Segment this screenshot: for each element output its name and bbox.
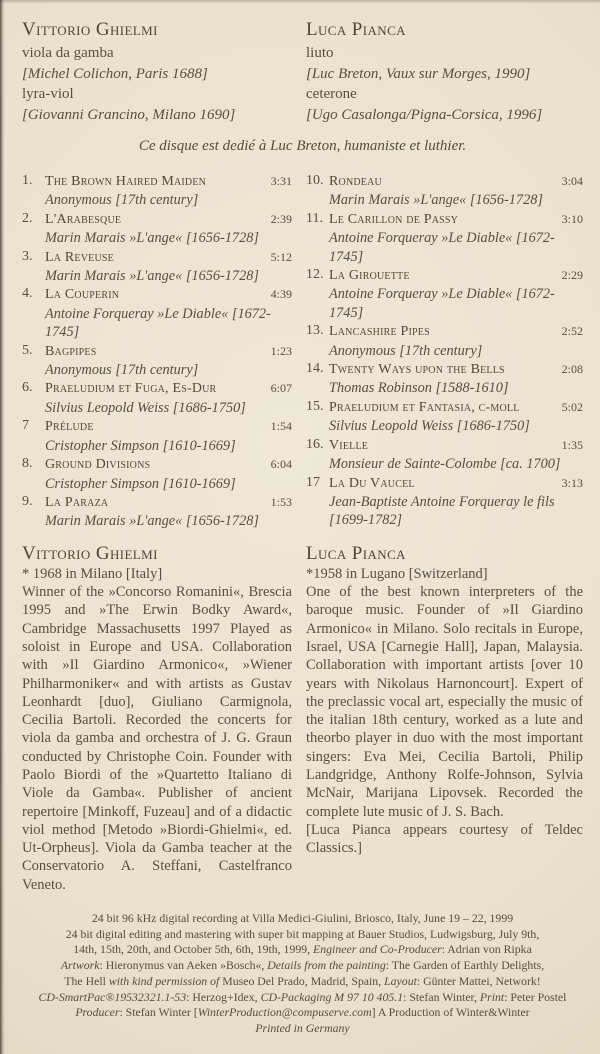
track-composer: Marin Marais »L'ange« [1656-1728] [329,192,543,209]
production-credits [22,911,583,1037]
track-composer: Marin Marais »L'ange« [1656-1728] [45,268,259,285]
track-composer: Anonymous [17th century] [45,362,199,379]
track-time: 5:02 [561,399,583,414]
track-row [306,210,583,266]
credits-text: 14th, 15th, 20th, and October 5th, 6th, 19th, 1999, [73,942,314,957]
track-row [306,266,583,322]
track-row [306,398,583,436]
credits-text: CD-Packaging M 97 10 405.1 [260,989,404,1004]
credits-text: Producer [75,1005,120,1020]
dedication-line: Ce disque est dedié à Luc Breton, humaniste et luthier. [138,138,467,154]
track-number: 11. [306,210,323,226]
track-title: La Reveuse [45,249,114,265]
credits-text: : Stefan Winter, [403,989,480,1004]
track-body [45,455,292,493]
track-title: La Couperin [45,287,120,303]
track-time: 3:10 [561,211,583,226]
track-composer: Antoine Forqueray »Le Diable« [1672-1745] [329,286,555,321]
track-composer: Cristopher Simpson [1610-1669] [45,475,236,492]
track-title: Praeludium et Fuga, Es-Dur [45,381,217,397]
track-time: 3:04 [561,174,583,188]
credits-line [22,927,583,943]
instrument-maker: [Luc Breton, Vaux sur Morges, 1990] [306,65,531,82]
track-row [306,436,583,474]
track-row [22,493,292,531]
bio-name: Vittorio Ghielmi [22,542,158,564]
track-title-line [329,210,583,229]
performer-header [22,18,583,125]
instrument-label: liuto [306,45,334,61]
instrument-label: ceterone [306,86,357,102]
credits-line [22,990,583,1006]
track-body [45,379,292,417]
track-body [329,360,583,398]
track-number: 16. [306,436,324,452]
track-time: 3:13 [561,475,583,490]
track-title-line [45,172,292,191]
instrument-label: viola da gamba [22,45,114,61]
track-title-line [45,210,292,229]
credits-text: CD-SmartPac®19532321.1-53 [38,989,187,1004]
track-list [22,172,583,531]
track-title: Twenty Ways upon the Bells [329,362,505,378]
track-time: 2:52 [561,324,583,339]
track-number: 15. [306,398,324,414]
track-time: 6:07 [270,381,292,396]
track-number: 13. [306,323,324,339]
bio-name: Luca Pianca [306,542,406,564]
track-row [306,322,583,360]
track-title-line [329,322,583,341]
track-title: Rondeau [329,174,382,189]
credits-line [22,1005,583,1021]
track-title-line [45,493,292,512]
track-title: Bagpipes [45,343,97,359]
track-body [329,436,583,474]
track-composer: Silvius Leopold Weiss [1686-1750] [329,418,530,435]
track-row [22,342,292,380]
track-composer: Thomas Robinson [1588-1610] [329,380,509,397]
track-title: Praeludium et Fantasia, c-moll [329,399,520,415]
performer-block-pianca [306,18,583,125]
track-body [329,474,583,530]
page-left-shadow [0,0,5,1054]
credits-text: : Günter Mattei, Network! [416,973,541,988]
track-composer: Marin Marais »L'ange« [1656-1728] [45,230,259,247]
track-time: 1:35 [561,437,583,452]
track-composer: Silvius Leopold Weiss [1686-1750] [45,399,246,416]
credits-text: Printed in Germany [255,1020,350,1035]
track-number: 14. [306,361,324,377]
track-title: Lancashire Pipes [329,324,430,340]
track-number: 17 [306,474,320,490]
performer-block-ghielmi [22,18,292,125]
track-body [45,285,292,341]
track-title: La Girouette [329,268,410,284]
credits-text: Engineer and Co-Producer [313,942,442,957]
page-top-shadow [0,0,600,4]
credits-text: : Adrian von Ripka [441,942,532,957]
track-composer: Anonymous [17th century] [329,342,483,359]
track-title: Le Carillon de Passy [329,211,459,227]
track-title-line [329,266,583,285]
performer-name: Vittorio Ghielmi [22,19,158,40]
track-time: 2:08 [561,362,583,377]
bio-born: *1958 in Lugano [Switzerland] [306,565,488,582]
bio-block-pianca [306,542,583,894]
credits-text: with kind permission of [108,973,220,988]
track-time: 4:39 [270,287,292,302]
credits-text: : The Garden of Earthly Delights, [385,958,545,973]
instrument-label: lyra-viol [22,86,74,102]
credits-text: Print [479,989,505,1004]
track-time: 1:23 [270,343,292,358]
track-time: 3:31 [270,174,292,188]
track-title-line [329,360,583,379]
instrument-maker: [Giovanni Grancino, Milano 1690] [22,106,236,123]
track-column-left [22,172,292,531]
track-number: 1. [22,173,33,188]
track-body [329,322,583,360]
track-time: 2:39 [270,211,292,226]
track-body [45,342,292,380]
bio-text: One of the best known interpreters of the baroque music. Founder of »Il Giardino Armonico« in Milano. Solo recitals in Europe, Israel, USA [Carnegie Hall], Japan, Malaysia. Collaboration with important artists [over 10 years with Nikolaus Harnoncourt]. Expert of the preclassic vocal art, especially the music of the italian 18th century, worked as a lute and theorbo player in duo with the most important singers: Eva Mei, Cecilia Bartoli, Philip Landgridge, Anthony Rolfe-Johnson, Sylvia McNair, Marijana Lipovsek. Recorded the complete lute music of J. S. Bach. [306,584,583,820]
credits-text: Museo Del Prado, Madrid, Spain, [219,973,385,988]
track-title: La Du Vaucel [329,475,415,491]
track-composer: Antoine Forqueray »Le Diable« [1672-1745] [45,305,271,341]
bio-note: [Luca Pianca appears courtesy of Teldec Classics.] [306,821,583,857]
track-body [329,266,583,322]
track-number: 12. [306,267,324,283]
track-time: 6:04 [270,457,292,472]
track-number: 10. [306,173,324,188]
track-composer: Jean-Baptiste Antoine Forqueray le fils [1699-1782] [329,493,555,529]
credits-line [22,911,583,927]
track-row [22,210,292,248]
credits-line [22,1021,583,1037]
credits-line [22,958,583,974]
track-title-line [329,436,583,455]
track-title: Vielle [329,437,369,453]
track-number: 7 [22,418,29,434]
track-number: 6. [22,380,33,396]
track-title-line [45,455,292,474]
track-title-line [329,172,583,191]
credits-text: : Peter Postel [504,989,567,1004]
track-number: 9. [22,493,33,509]
track-composer: Cristopher Simpson [1610-1669] [45,437,236,454]
credits-text: : Hieronymus van Aeken »Bosch«, [99,958,268,973]
track-title-line [45,417,292,436]
track-composer: Marin Marais »L'ange« [1656-1728] [45,513,259,530]
track-body [45,493,292,531]
track-row [306,360,583,398]
track-number: 4. [22,286,33,302]
track-title: Ground Divisions [45,457,151,473]
credits-text: The Hell [64,973,109,988]
track-row [22,285,292,341]
credits-text: : Herzog+Idex, [186,989,261,1004]
credits-text: Layout [384,973,417,988]
track-number: 2. [22,210,33,226]
credits-line [22,942,583,958]
credits-text: 24 bit 96 kHz digital recording at Villa Medici-Giulini, Briosco, Italy, June 19 – 22, 1999 [91,911,514,926]
bio-born: * 1968 in Milano [Italy] [22,565,163,582]
track-title-line [329,474,583,493]
credits-text: ] A Production of Winter&Winter [371,1005,530,1020]
instrument-maker: [Ugo Casalonga/Pigna-Corsica, 1996] [306,106,543,123]
track-row [306,172,583,210]
bio-block-ghielmi [22,542,292,894]
track-title: Prélude [45,419,94,435]
track-body [45,248,292,286]
track-column-right [306,172,583,531]
track-time: 1:53 [270,494,292,509]
bio-section [22,542,583,894]
track-composer: Anonymous [17th century] [45,192,199,209]
bio-text: Winner of the »Concorso Romanini«, Brescia 1995 and »The Erwin Bodky Award«, Cambridge Massachusetts 1997 Played as soloist in Europe and USA. Collaboration with »Il Giardino Armonico«, »Wiener Philharmoniker« and with artists as Gustav Leonhardt [duo], Giuliano Carmignola, Cecilia Bartoli. Recorded the concerts for viola da gamba and orchestra of J. G. Graun conducted by Christophe Coin. Founder with Paolo Biordi of the »Quartetto Italiano di Viole da Gamba«. Publisher of ancient repertoire [Minkoff, Fuzeau] and of a didactic viol method [Metodo »Biordi-Ghielmi«, ed. Ut-Orpheus]. Viola da Gamba teacher at the Conservatorio A. Steffani, Castelfranco Veneto. [22,584,292,893]
track-row [22,172,292,210]
track-title-line [45,379,292,398]
instrument-maker: [Michel Colichon, Paris 1688] [22,65,208,82]
track-number: 3. [22,248,33,264]
credits-line [22,974,583,990]
track-body [329,398,583,436]
track-number: 5. [22,342,33,358]
track-number: 8. [22,456,33,472]
track-time: 2:29 [561,268,583,283]
credits-text: : Stefan Winter [ [119,1005,198,1020]
track-title: L'Arabesque [45,211,122,227]
track-body [329,172,583,210]
track-title-line [45,248,292,267]
track-body [329,210,583,266]
credits-text: Details from the painting [267,958,386,973]
credits-text: WinterProduction@compuserve.com [197,1005,372,1020]
track-title-line [45,342,292,361]
track-title: The Brown Haired Maiden [45,174,207,189]
track-body [45,172,292,210]
track-composer: Antoine Forqueray »Le Diable« [1672-1745] [329,230,555,265]
track-row [22,379,292,417]
track-composer: Monsieur de Sainte-Colombe [ca. 1700] [329,456,561,473]
performer-name: Luca Pianca [306,19,406,40]
track-row [22,248,292,286]
credits-text: Artwork [60,958,100,973]
track-time: 1:54 [270,419,292,434]
track-row [22,455,292,493]
track-row [306,474,583,530]
track-time: 5:12 [270,249,292,264]
track-body [45,210,292,248]
track-body [45,417,292,455]
track-title-line [329,398,583,417]
track-title: La Paraza [45,494,109,510]
track-row [22,417,292,455]
credits-text: 24 bit digital editing and mastering with super bit mapping at Bauer Studios, Ludwigsburg, July 9th, [65,926,540,941]
track-title-line [45,285,292,304]
